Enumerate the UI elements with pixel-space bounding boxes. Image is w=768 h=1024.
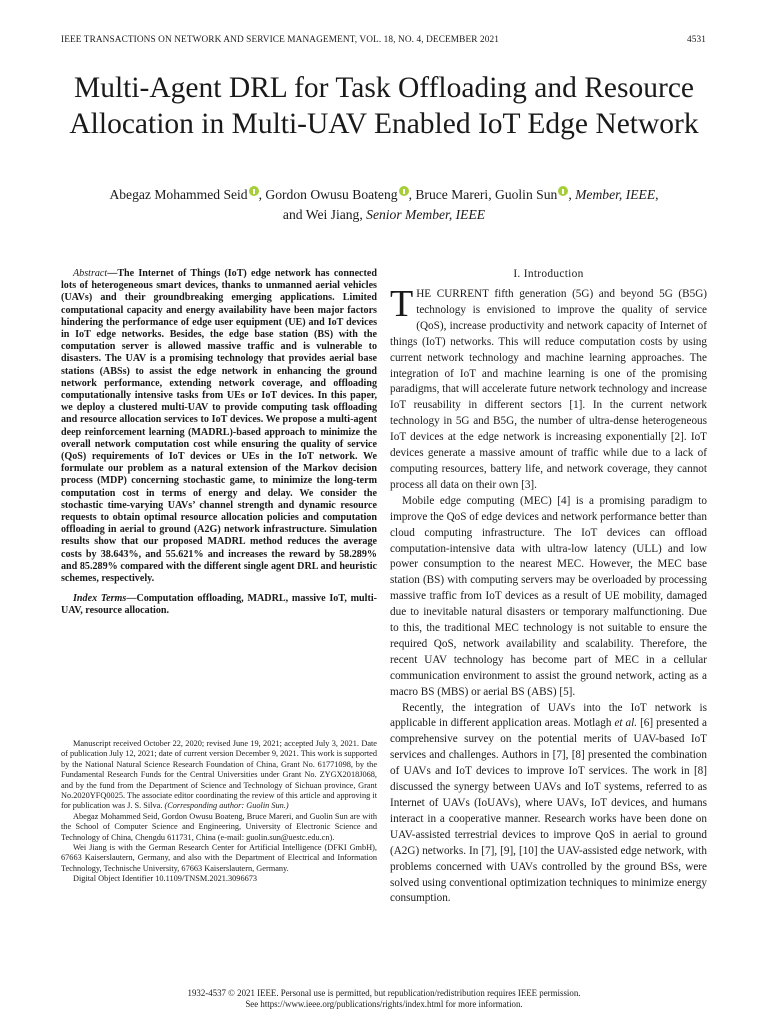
intro-paragraph-3-text-a: Recently, the integration of UAVs into the IoT network is applicable in different application areas. Motlagh (390, 701, 707, 730)
journal-header: IEEE TRANSACTIONS ON NETWORK AND SERVICE MANAGEMENT, VOL. 18, NO. 4, DECEMBER 2021 (61, 35, 499, 45)
orcid-icon[interactable] (249, 186, 259, 196)
intro-paragraph-3-text-b: [6] presented a comprehensive survey on the potential merits of UAV-based IoT services and challenges. Authors in [7], [8] presented the combination of UAVs and IoT devices to improve IoT services. The work in [8] discussed the synergy between UAVs and IoT systems, referred to as Internet of UAVs (IoUAVs), where UAVs, IoT devices, and humans interact in a cooperative manner. Research works have been done on UAV-assisted terrestrial devices to improve QoS in aerial to ground (A2G) networks. In [7], [9], [10] the UAV-assisted edge network, with problems concerned with UAVs controlled by the ground BSs, were solved using conventional optimization techniques to minimize energy consumption. (390, 717, 707, 905)
copyright-line-2[interactable]: See https://www.ieee.org/publications/rights/index.html for more information. (245, 999, 523, 1009)
orcid-icon[interactable] (558, 186, 568, 196)
footnote-manuscript-text: Manuscript received October 22, 2020; revised June 19, 2021; accepted July 3, 2021. Date of publication July 12, 2021; date of current version December 9, 2021. This work is supported by the National Natural Science Research Foundation of China, Grant No. 61771098, by the Fundamental Research Funds for the Central Universities under Grant No. ZYGX2018J068, and by the fund from the Department of Science and Technology of Sichuan province, Grant No.2020YFQ0025. The associate editor coordinating the review of this article and approving it for publication was J. S. Silva. (61, 739, 377, 811)
abstract: Abstract—The Internet of Things (IoT) edge network has connected lots of heterogeneous smart devices, thanks to unmanned aerial vehicles (UAVs) and their groundbreaking emerging applications. Limited computational capacity and energy availability have been major factors hindering the performance of edge user equipment (UE) and IoT devices in IoT edge networks. Besides, the edge base station (BS) with the computation server is allowed massive traffic and is vulnerable to disasters. The UAV is a promising technology that provides aerial base stations (ABSs) to assist the edge network in enhancing the ground network performance, extending network coverage, and offloading computationally intensive tasks from UEs or IoT devices. In this paper, we deploy a clustered multi-UAV to provide computing task offloading and resource allocation services to IoT devices. We propose a multi-agent deep reinforcement learning (MADRL)-based approach to minimize the overall network computation cost while ensuring the quality of service (QoS) requirements of IoT devices or UEs in the IoT network. We formulate our problem as a natural extension of the Markov decision process (MDP) concerning stochastic game, to minimize the long-term computation cost in terms of energy and delay. We consider the stochastic time-varying UAVs’ channel strength and dynamic resource requests to obtain optimal resource allocation policies and computation offloading in aerial to ground (A2G) network infrastructure. Simulation results show that our proposed MADRL method reduces the average costs by 38.643%, and 55.621% and increases the reward by 58.289% and 85.289% compared with the different single agent DRL and heuristic schemes, respectively. (61, 268, 377, 585)
author-role-senior: Senior Member, IEEE (366, 207, 486, 222)
footnote (61, 739, 377, 885)
author-role-member: Member, IEEE (575, 187, 656, 202)
footnote-affiliation-1: Abegaz Mohammed Seid, Gordon Owusu Boateng, Bruce Mareri, and Guolin Sun are with the School of Computer Science and Engineering, University of Electronic Science and Technology of China, Chengdu 611731, China (e-mail: guolin.sun@uestc.edu.cn). (61, 811, 377, 842)
orcid-icon[interactable] (399, 186, 409, 196)
author-mareri-sun: , Bruce Mareri, Guolin Sun (408, 187, 558, 202)
intro-paragraph-2: Mobile edge computing (MEC) [4] is a promising paradigm to improve the QoS of edge devices and network performance better than cloud computing infrastructure. The IoT devices can offload computation-intensive data with ultra-low latency (ULL) and low power consumption to the nearest MEC. However, the MEC base station (BS) with computing servers may be overloaded by processing massive traffic from IoT devices as a result of UE mobility, damaged due to inevitable natural disasters or temporary malfunctioning. Due to this, the traditional MEC technology is not suitable to ensure the required QoS, network availability and scalability. Therefore, the recent UAV technology has become part of MEC in a cellular communication environment to assist the ground network, acting as a macro BS (MBS) or aerial BS (ABS) [5]. (390, 494, 707, 698)
copyright-notice (40, 988, 728, 1010)
right-column (390, 268, 707, 907)
copyright-line-1: 1932-4537 © 2021 IEEE. Personal use is permitted, but republication/redistribution requires IEEE permission. (187, 988, 581, 998)
author-list: Abegaz Mohammed Seid , Gordon Owusu Boateng , Bruce Mareri, Guolin Sun , Member, IEEE, and Wei Jiang, Senior Member, IEEE (109, 187, 659, 222)
abstract-label: Abstract (73, 268, 108, 279)
abstract-text: The Internet of Things (IoT) edge network has connected lots of heterogeneous smart devices, thanks to unmanned aerial vehicles (UAVs) and their groundbreaking emerging applications. Limited computational capacity and energy availability have been major factors hindering the performance of edge user equipment (UE) and IoT devices in IoT edge networks. Besides, the edge base station (BS) with the computation server is allowed massive traffic and is vulnerable to disasters. The UAV is a promising technology that provides aerial base stations (ABSs) to assist the edge network in enhancing the ground network performance, extending network coverage, and offloading computationally intensive tasks from UEs or IoT devices. In this paper, we deploy a clustered multi-UAV to provide computing task offloading and resource allocation services to IoT devices. We propose a multi-agent deep reinforcement learning (MADRL)-based approach to minimize the overall network computation cost while ensuring the quality of service (QoS) requirements of IoT devices or UEs in the IoT network. We formulate our problem as a natural extension of the Markov decision process (MDP) concerning stochastic game, to minimize the long-term computation cost in terms of energy and delay. We consider the stochastic time-varying UAVs’ channel strength and dynamic resource requests to obtain optimal resource allocation policies and computation offloading in aerial to ground (A2G) network infrastructure. Simulation results show that our proposed MADRL method reduces the average costs by 38.643%, and 55.621% and increases the reward by 58.289% and 85.289% compared with the different single agent DRL and heuristic schemes, respectively. (61, 268, 377, 585)
intro-paragraph-3 (390, 701, 707, 908)
left-column (61, 268, 377, 618)
page-number: 4531 (687, 35, 706, 45)
index-terms-text: Computation offloading, MADRL, massive IoT, multi-UAV, resource allocation. (61, 593, 377, 617)
corresponding-author: (Corresponding author: Guolin Sun.) (164, 801, 289, 811)
et-al: et al. (614, 717, 638, 730)
intro-paragraph-1 (390, 283, 707, 494)
author-seid: Abegaz Mohammed Seid (109, 187, 248, 202)
footnote-doi[interactable]: Digital Object Identifier 10.1109/TNSM.2021.3096673 (73, 874, 258, 884)
drop-cap: T (390, 283, 414, 325)
footnote-affiliation-2: Wei Jiang is with the German Research Center for Artificial Intelligence (DFKI GmbH), 67663 Kaiserslautern, Germany, and also with the Department of Electrical and Information Technology, Technische University, 67663 Kaiserslautern, Germany. (61, 843, 377, 873)
author-boateng: , Gordon Owusu Boateng (258, 187, 398, 202)
index-terms-label: Index Terms (73, 593, 127, 605)
intro-paragraph-1-text: HE CURRENT fifth generation (5G) and beyond 5G (B5G) technology is envisioned to improve the quality of service (QoS), increase productivity and network capacity of Internet of things (IoT) networks. This will reduce computation costs by using current network technology and machine learning approaches. The integration of IoT and machine learning is one of the promising paradigms, that will accelerate future network technology and increase IoT reusability in different sectors [1]. In the current network technology in 5G and B5G, the number of ultra-dense heterogeneous IoT devices at the edge network is increasing exponentially [2]. IoT devices generate a massive amount of traffic while due to a lack of computing resources, battery life, and network coverage, they cannot process all data on their own [3]. (390, 288, 707, 491)
paper-title: Multi-Agent DRL for Task Offloading and Resource Allocation in Multi-UAV Enabled IoT Edge Network (69, 72, 699, 140)
section-heading: I. Introduction (513, 268, 584, 280)
author-jiang: and Wei Jiang, (282, 207, 367, 222)
footnote-manuscript (61, 739, 377, 812)
index-terms: Index Terms—Computation offloading, MADRL, massive IoT, multi-UAV, resource allocation. (61, 593, 377, 617)
